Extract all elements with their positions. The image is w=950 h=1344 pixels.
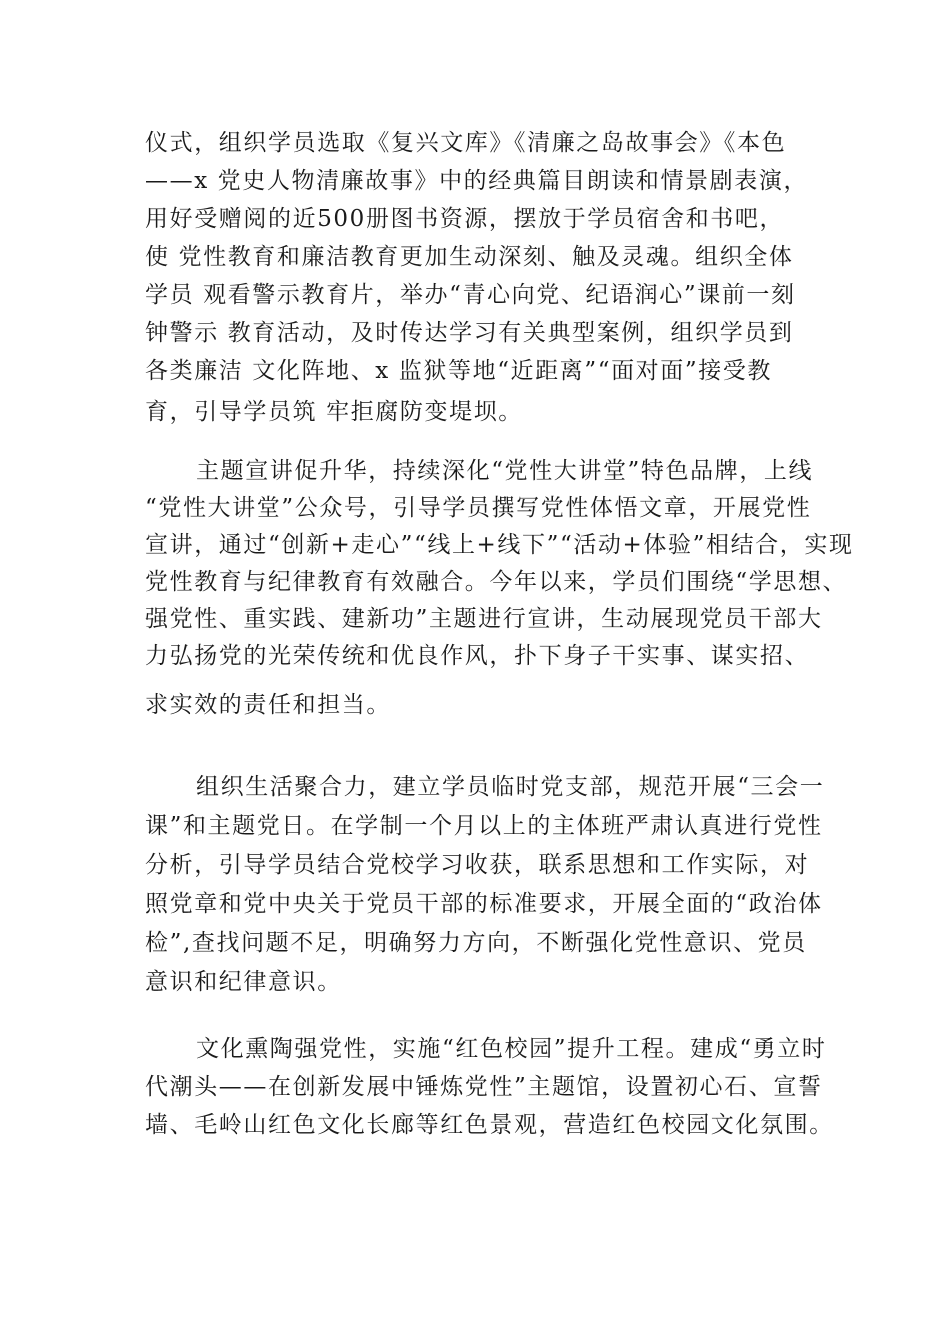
text-line: 课”和主题党日。在学制一个月以上的主体班严肃认真进行党性 (145, 813, 823, 839)
text-line: 各类廉洁 文化阵地、x 监狱等地“近距离”“面对面”接受教 (145, 358, 773, 384)
text-line: 钟警示 教育活动，及时传达学习有关典型案例，组织学员到 (145, 320, 794, 346)
text-line: 代潮头——在创新发展中锤炼党性”主题馆，设置初心石、宣誓 (145, 1074, 823, 1100)
text-line: 使 党性教育和廉洁教育更加生动深刻、触及灵魂。组织全体 (145, 244, 794, 270)
text-line: 分析，引导学员结合党校学习收获，联系思想和工作实际，对 (145, 852, 810, 878)
text-line: 学员 观看警示教育片，举办“青心向党、纪语润心”课前一刻 (145, 282, 796, 308)
text-line: 力弘扬党的光荣传统和优良作风，扑下身子干实事、谋实招、 (145, 643, 810, 669)
text-line: 墙、毛岭山红色文化长廊等红色景观，营造红色校园文化氛围。 (145, 1112, 834, 1138)
text-line: 宣讲，通过“创新+走心”“线上+线下”“活动+体验”相结合，实现 (145, 532, 854, 558)
text-line: 求实效的责任和担当。 (145, 692, 391, 718)
text-line: 文化熏陶强党性，实施“红色校园”提升工程。建成“勇立时 (196, 1036, 827, 1062)
text-line: 强党性、重实践、建新功”主题进行宣讲，生动展现党员干部大 (145, 606, 823, 632)
text-line: 仪式，组织学员选取《复兴文库》《清廉之岛故事会》《本色 (145, 130, 787, 156)
text-line: 组织生活聚合力，建立学员临时党支部，规范开展“三会一 (196, 774, 825, 800)
text-line: 照党章和党中央关于党员干部的标准要求，开展全面的“政治体 (145, 891, 823, 917)
text-line: 意识和纪律意识。 (145, 969, 342, 995)
text-line: ——x 党史人物清廉故事》中的经典篇目朗读和情景剧表演， (145, 168, 809, 194)
text-line: 主题宣讲促升华，持续深化“党性大讲堂”特色品牌，上线 (196, 458, 814, 484)
text-line: 党性教育与纪律教育有效融合。今年以来，学员们围绕“学思想、 (145, 569, 848, 595)
text-line: 检”,查找问题不足，明确努力方向，不断强化党性意识、党员 (145, 930, 807, 956)
text-line: 用好受赠阅的近500册图书资源，摆放于学员宿舍和书吧， (145, 206, 785, 232)
text-line: 育，引导学员筑 牢拒腐防变堤坝。 (145, 399, 523, 425)
text-line: “党性大讲堂”公众号，引导学员撰写党性体悟文章，开展党性 (145, 495, 812, 521)
